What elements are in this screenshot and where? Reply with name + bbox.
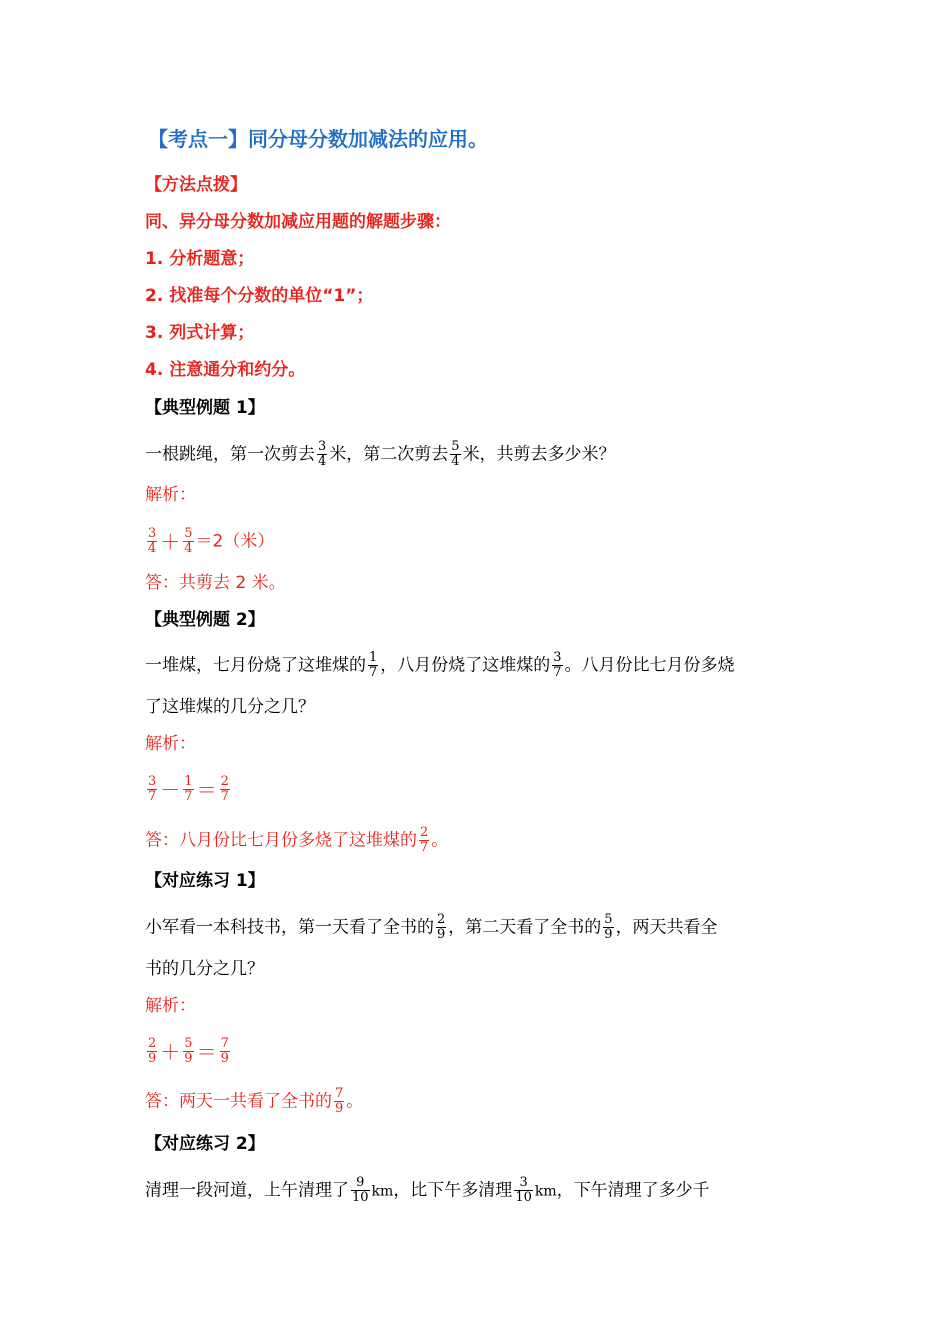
fraction: $\frac{3}{10}$ [515, 1175, 532, 1205]
fraction: $\frac{7}{9}$ [335, 1086, 344, 1116]
practice2-question: 清理一段河道，上午清理了 $\frac{9}{10}$ km，比下午多清理 $\frac{3}{10}$ km，下午清理了多少千 [145, 1175, 710, 1205]
fraction: $\frac{1}{7}$ [369, 650, 378, 680]
fraction: $\frac{3}{4}$ [318, 439, 327, 469]
fraction: $\frac{3}{7}$ [553, 650, 562, 680]
fraction: $\frac{3}{4}$ [148, 526, 157, 556]
example1-calculation: $\frac{3}{4}$ ＋ $\frac{5}{4}$ ＝2（米） [148, 526, 275, 556]
practice1-title: 【对应练习 1】 [145, 871, 265, 891]
unit-km: km [371, 1183, 394, 1200]
fraction: $\frac{5}{4}$ [184, 526, 193, 556]
fraction: $\frac{5}{9}$ [184, 1036, 193, 1066]
fraction: $\frac{1}{7}$ [184, 774, 193, 804]
method-step-3: 3. 列式计算； [145, 323, 255, 343]
example2-question-line2: 了这堆煤的几分之几？ [145, 697, 315, 717]
fraction: $\frac{5}{4}$ [451, 439, 460, 469]
practice1-analysis-label: 解析： [145, 996, 196, 1016]
fraction: $\frac{5}{9}$ [604, 912, 613, 942]
fraction: $\frac{7}{9}$ [220, 1036, 229, 1066]
method-step-4: 4. 注意通分和约分。 [145, 360, 306, 380]
fraction: $\frac{2}{9}$ [437, 912, 446, 942]
example2-question-line1: 一堆煤，七月份烧了这堆煤的 $\frac{1}{7}$ ，八月份烧了这堆煤的 $\frac{3}{7}$ 。八月份比七月份多烧 [145, 650, 735, 680]
practice1-answer: 答：两天一共看了全书的 $\frac{7}{9}$ 。 [145, 1086, 364, 1116]
fraction: $\frac{3}{7}$ [148, 774, 157, 804]
example1-analysis-label: 解析： [145, 485, 196, 505]
example2-answer: 答：八月份比七月份多烧了这堆煤的 $\frac{2}{7}$ 。 [145, 825, 449, 855]
method-intro: 同、异分母分数加减应用题的解题步骤： [145, 212, 451, 232]
example1-question: 一根跳绳，第一次剪去 $\frac{3}{4}$ 米，第二次剪去 $\frac{5}{4}$ 米，共剪去多少米？ [145, 439, 616, 469]
example2-calculation: $\frac{3}{7}$ － $\frac{1}{7}$ ＝ $\frac{2}{7}$ [148, 774, 229, 804]
example1-title: 【典型例题 1】 [145, 398, 265, 418]
unit-km: km [534, 1183, 557, 1200]
practice1-question-line1: 小军看一本科技书，第一天看了全书的 $\frac{2}{9}$ ，第二天看了全书的 $\frac{5}{9}$ ，两天共看全 [145, 912, 718, 942]
method-step-1: 1. 分析题意； [145, 249, 255, 269]
section-heading: 【考点一】同分母分数加减法的应用。 [148, 127, 488, 151]
method-title: 【方法点拨】 [145, 175, 247, 195]
fraction: $\frac{2}{7}$ [420, 825, 429, 855]
fraction: $\frac{2}{9}$ [148, 1036, 157, 1066]
practice2-title: 【对应练习 2】 [145, 1134, 265, 1154]
example2-title: 【典型例题 2】 [145, 610, 265, 630]
example1-answer: 答：共剪去 2 米。 [145, 573, 286, 593]
method-step-2: 2. 找准每个分数的单位“1”； [145, 286, 374, 306]
practice1-calculation: $\frac{2}{9}$ ＋ $\frac{5}{9}$ ＝ $\frac{7}{9}$ [148, 1036, 229, 1066]
fraction: $\frac{2}{7}$ [220, 774, 229, 804]
example2-analysis-label: 解析： [145, 734, 196, 754]
practice1-question-line2: 书的几分之几？ [145, 959, 264, 979]
fraction: $\frac{9}{10}$ [352, 1175, 369, 1205]
